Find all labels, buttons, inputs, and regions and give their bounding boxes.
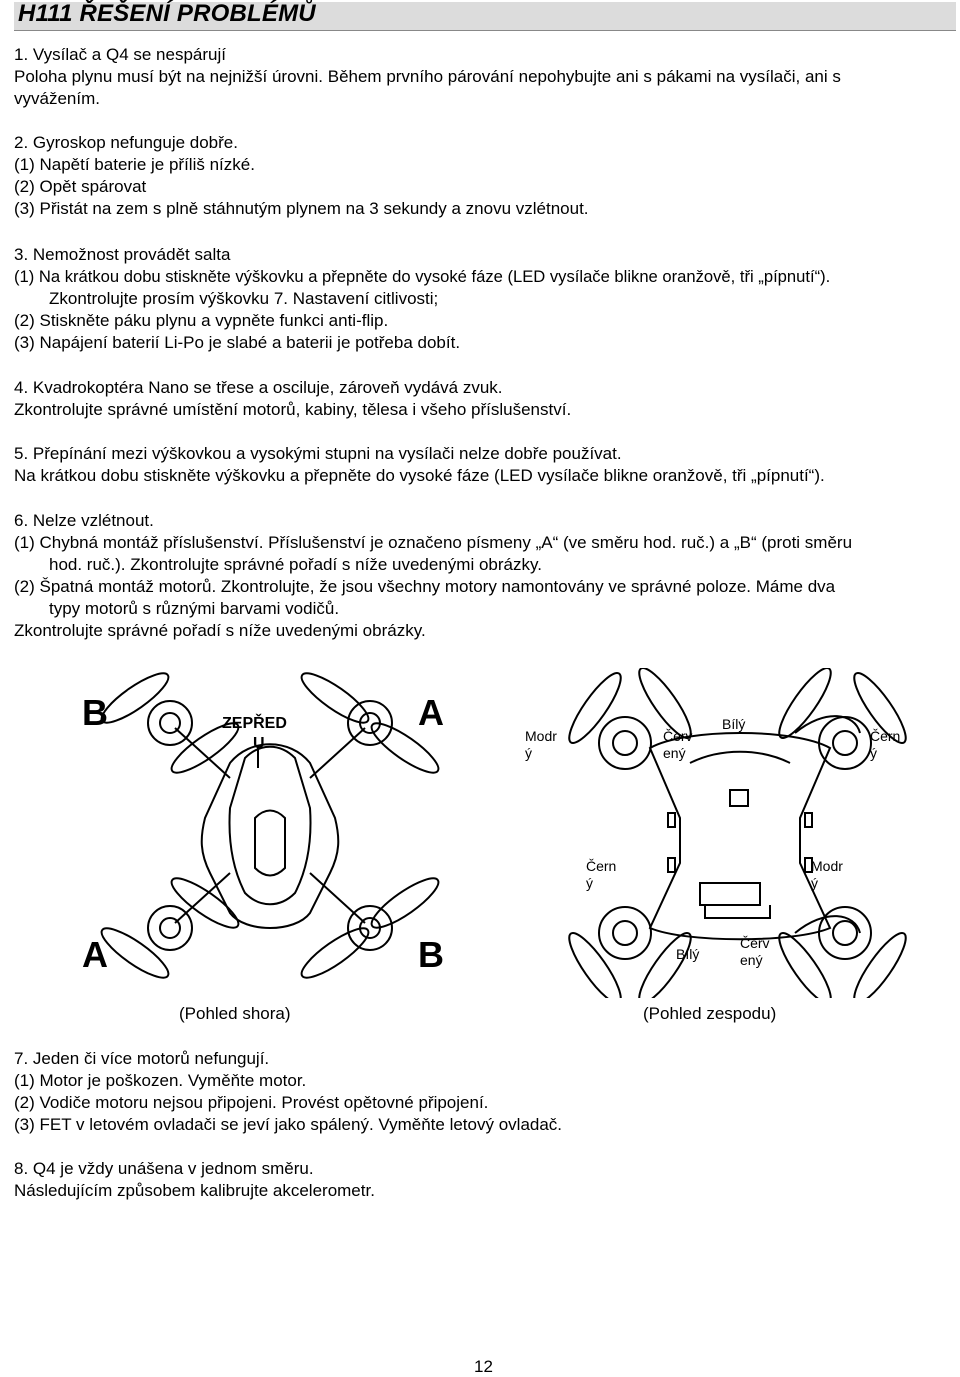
wire-label: ý <box>586 875 593 891</box>
section-3-text: (1) Na krátkou dobu stiskněte výškovku a přepněte do vysoké fáze (LED vysílače blikne oranžově, tři „pípnutí“). <box>14 267 831 286</box>
section-1-heading: 1. Vysílač a Q4 se nespárují <box>14 45 226 64</box>
section-6-heading: 6. Nelze vzlétnout. <box>14 511 154 530</box>
section-2-heading: 2. Gyroskop nefunguje dobře. <box>14 133 238 152</box>
section-1-text: Poloha plynu musí být na nejnižší úrovni. Během prvního párování nepohybujte ani s pákami na vysílači, ani s <box>14 67 841 86</box>
front-label: U <box>253 735 265 752</box>
wire-label: Čern <box>870 728 901 744</box>
prop-letter-a: A <box>82 934 108 975</box>
section-8-heading: 8. Q4 je vždy unášena v jednom směru. <box>14 1159 314 1178</box>
wire-label: Červ <box>740 935 770 951</box>
bottom-view-caption: (Pohled zespodu) <box>643 1004 777 1023</box>
section-3-heading: 3. Nemožnost provádět salta <box>14 245 231 264</box>
section-7-text: (3) FET v letovém ovladači se jeví jako spálený. Vyměňte letový ovladač. <box>14 1115 563 1134</box>
section-5-text: Na krátkou dobu stiskněte výškovku a přepněte do vysoké fáze (LED vysílače blikne oranžově, tři „pípnutí“). <box>14 466 825 485</box>
wire-label: Čern <box>586 858 617 874</box>
section-3-text: (3) Napájení baterií Li-Po je slabé a baterii je potřeba dobít. <box>14 333 461 352</box>
section-1-text: vyvážením. <box>14 89 100 108</box>
section-2-text: (1) Napětí baterie je příliš nízké. <box>14 155 255 174</box>
section-2-text: (2) Opět spárovat <box>14 177 147 196</box>
section-2-text: (3) Přistát na zem s plně stáhnutým plynem na 3 sekundy a znovu vzlétnout. <box>14 199 589 218</box>
section-4-text: Zkontrolujte správné umístění motorů, kabiny, tělesa i všeho příslušenství. <box>14 400 572 419</box>
section-6-text: Zkontrolujte správné pořadí s níže uvedenými obrázky. <box>14 621 426 640</box>
section-3-text: (2) Stiskněte páku plynu a vypněte funkci anti-flip. <box>14 311 389 330</box>
prop-letter-b: B <box>82 692 108 733</box>
section-6-text: hod. ruč.). Zkontrolujte správné pořadí s níže uvedenými obrázky. <box>49 555 542 574</box>
wire-label: Bílý <box>676 946 700 962</box>
page-number: 12 <box>474 1357 493 1376</box>
prop-letter-b: B <box>418 934 444 975</box>
wire-label: ený <box>740 952 763 968</box>
wire-label: ený <box>663 745 686 761</box>
section-7-text: (1) Motor je poškozen. Vyměňte motor. <box>14 1071 307 1090</box>
section-3-text: Zkontrolujte prosím výškovku 7. Nastavení citlivosti; <box>49 289 439 308</box>
wire-label: Modr <box>811 858 843 874</box>
page-title: H111 ŘEŠENÍ PROBLÉMŮ <box>18 0 316 27</box>
top-view-caption: (Pohled shora) <box>179 1004 291 1023</box>
wire-label: ý <box>870 745 877 761</box>
section-7-heading: 7. Jeden či více motorů nefungují. <box>14 1049 270 1068</box>
wire-label: ý <box>811 875 818 891</box>
section-8-text: Následujícím způsobem kalibrujte akcelerometr. <box>14 1181 375 1200</box>
wire-label: Červ <box>663 728 693 744</box>
wire-label: ý <box>525 745 532 761</box>
section-6-text: typy motorů s různými barvami vodičů. <box>49 599 340 618</box>
section-6-text: (1) Chybná montáž příslušenství. Příslušenství je označeno písmeny „A“ (ve směru hod. ruč.) a „B“ (proti směru <box>14 533 853 552</box>
section-4-heading: 4. Kvadrokoptéra Nano se třese a osciluje, zároveň vydává zvuk. <box>14 378 503 397</box>
section-6-text: (2) Špatná montáž motorů. Zkontrolujte, že jsou všechny motory namontovány ve správné poloze. Máme dva <box>14 577 836 596</box>
wire-label: Modr <box>525 728 557 744</box>
front-label: ZEPŘED <box>222 715 287 732</box>
section-5-heading: 5. Přepínání mezi výškovkou a vysokými stupni na vysílači nelze dobře používat. <box>14 444 622 463</box>
wire-label: Bílý <box>722 716 746 732</box>
section-7-text: (2) Vodiče motoru nejsou připojeni. Provést opětovné připojení. <box>14 1093 489 1112</box>
prop-letter-a: A <box>418 692 444 733</box>
